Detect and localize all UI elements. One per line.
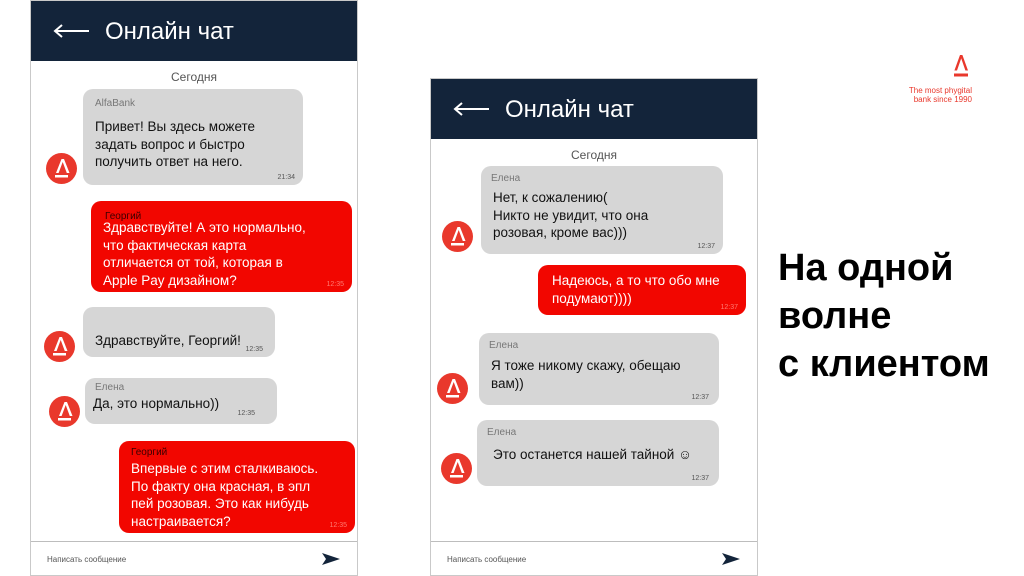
alfa-letter-a-icon — [444, 379, 461, 398]
alfa-logo-icon — [954, 55, 968, 77]
chat-screen-1 — [30, 0, 358, 576]
send-icon[interactable] — [721, 552, 741, 566]
alfabank-avatar — [442, 221, 473, 252]
send-icon[interactable] — [321, 552, 341, 566]
alfabank-avatar — [46, 153, 77, 184]
message-input[interactable] — [447, 551, 687, 567]
alfabank-avatar — [49, 396, 80, 427]
headline-line: с клиентом — [778, 343, 990, 385]
message-input[interactable] — [47, 551, 287, 567]
message-time: 12:37 — [697, 243, 715, 250]
alfa-letter-a-icon — [448, 459, 465, 478]
chat-header — [31, 1, 357, 61]
message-bubble-incoming — [85, 378, 277, 424]
message-bubble-incoming — [477, 420, 719, 486]
message-text: Здравствуйте, Георгий! — [95, 333, 241, 348]
message-sender: Елена — [487, 427, 517, 438]
message-text: Впервые с этим сталкиваюсь. По факту она красная, в эпл пей розовая. Это как нибудь настраивается? — [131, 461, 319, 529]
message-time: 12:37 — [720, 304, 738, 311]
chat-header — [431, 79, 757, 139]
alfabank-avatar — [441, 453, 472, 484]
message-sender: Елена — [491, 173, 521, 184]
message-bubble-outgoing — [538, 265, 746, 315]
brand-slogan — [868, 86, 972, 104]
message-sender: Елена — [95, 382, 125, 393]
alfabank-avatar — [437, 373, 468, 404]
message-composer — [431, 541, 757, 575]
headline-line: На одной — [778, 247, 954, 289]
message-time: 12:35 — [329, 522, 347, 529]
alfa-letter-a-icon — [56, 402, 73, 421]
message-bubble-incoming — [83, 89, 303, 185]
headline-line: волне — [778, 295, 892, 337]
message-composer — [31, 541, 357, 575]
message-time: 12:37 — [691, 475, 709, 482]
message-text: Нет, к сожалению( Никто не увидит, что она розовая, кроме вас))) — [493, 190, 649, 240]
message-time: 12:35 — [326, 281, 344, 288]
back-arrow-icon[interactable] — [51, 21, 91, 41]
alfa-letter-a-icon — [53, 159, 70, 178]
chat-title: Онлайн чат — [505, 96, 634, 123]
alfabank-avatar — [44, 331, 75, 362]
message-bubble-incoming — [479, 333, 719, 405]
message-bubble-outgoing — [119, 441, 355, 533]
message-text: Да, это нормально)) — [93, 396, 220, 411]
message-text: Здравствуйте! А это нормально, что фактическая карта отличается от той, которая в Apple Pay дизайном? — [103, 220, 306, 288]
message-text: Я тоже никому скажу, обещаю вам)) — [491, 358, 681, 391]
message-bubble-outgoing — [91, 201, 352, 292]
slide-headline — [778, 244, 990, 388]
alfa-letter-a-icon — [449, 227, 466, 246]
slogan-line: bank since 1990 — [913, 95, 972, 104]
message-sender: Георгий — [131, 447, 168, 458]
message-time: 12:35 — [237, 410, 255, 417]
message-sender: AlfaBank — [95, 98, 136, 109]
message-text: Надеюсь, а то что обо мне подумают)))) — [552, 273, 720, 306]
slogan-line: The most phygital — [908, 86, 972, 95]
message-time: 21:34 — [277, 174, 295, 181]
message-text: Это останется нашей тайной ☺ — [493, 447, 692, 462]
message-text: Привет! Вы здесь можете задать вопрос и быстро получить ответ на него. — [95, 119, 256, 169]
message-time: 12:37 — [691, 394, 709, 401]
chat-title: Онлайн чат — [105, 18, 234, 45]
alfa-letter-a-icon — [51, 337, 68, 356]
message-sender: Георгий — [105, 211, 142, 222]
message-bubble-incoming — [481, 166, 723, 254]
chat-screen-2 — [430, 78, 758, 576]
day-label: Сегодня — [171, 70, 217, 84]
message-bubble-incoming — [83, 307, 275, 357]
day-label: Сегодня — [571, 148, 617, 162]
message-time: 12:35 — [245, 346, 263, 353]
back-arrow-icon[interactable] — [451, 99, 491, 119]
message-sender: Елена — [489, 340, 519, 351]
